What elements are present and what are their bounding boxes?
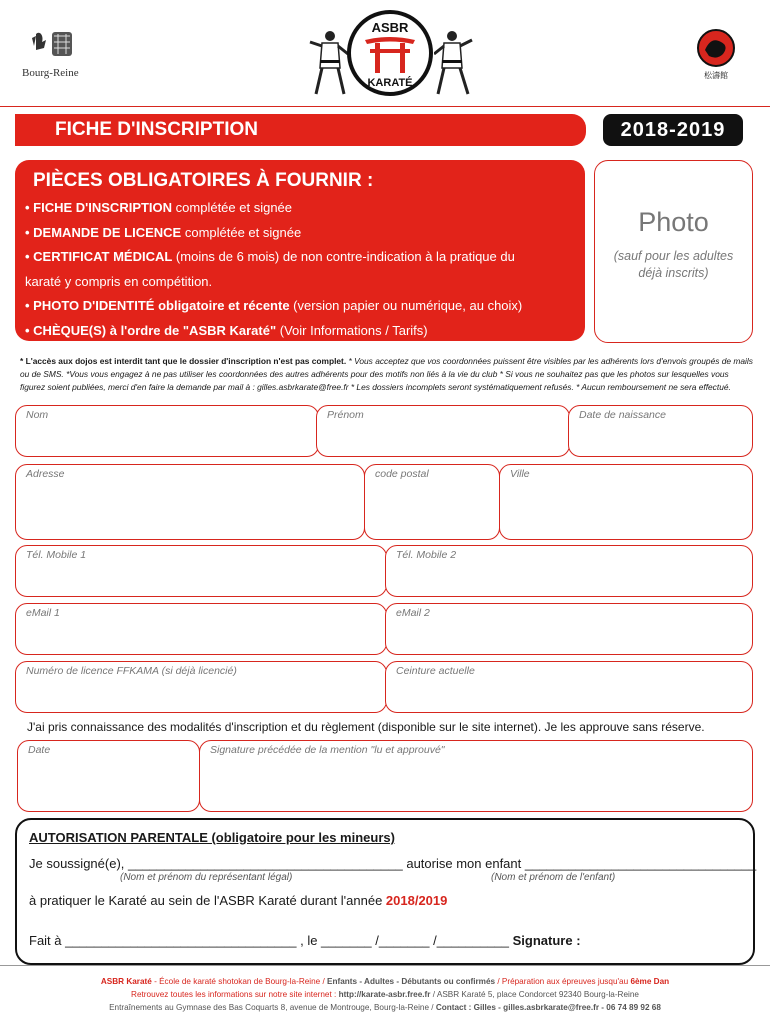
birthdate-field[interactable] [568,405,753,457]
approval-statement: J'ai pris connaissance des modalités d'inscription et du règlement (disponible sur le site internet). Je les approuve sans réserve. [27,720,705,734]
town-logo-icon [22,28,82,64]
dragon-seal [693,28,739,82]
phone-2-label: Tél. Mobile 2 [396,549,457,561]
parental-line-2: à pratiquer le Karaté au sein de l'ASBR Karaté durant l'année 2018/2019 [29,893,448,908]
ville-label: Ville [510,468,530,480]
legal-note: * L'accès aux dojos est interdit tant que le dossier d'inscription n'est pas complet. * Vous acceptez que vos coordonnées puissent être visibles par les adhérents lors d'envois groupés de mails ou de SMS. *Vous vous engagez à ne pas utiliser les coordonnées des autres adhérents pour des motifs non liés à la vie du club * Si vous ne souhaitez pas que les photos sur lesquelles vous figurez soient publiées, merci d'en faire la demande par mail à : gilles.asbrkarate@free.fr * Les dossiers incomplets seront systématiquement refusés. * Aucun remboursement ne sera effectué. [20,356,753,392]
postal-code-field[interactable] [364,464,500,540]
parental-line-1: Je soussigné(e), ______________________________________ autorise mon enfant ________________________________ [29,856,757,871]
date-label: Date [28,744,51,756]
list-item: karaté y compris en compétition. [25,273,213,289]
parental-title: AUTORISATION PARENTALE (obligatoire pour les mineurs) [29,830,395,845]
torii-gate-icon [345,10,435,96]
photo-hint: (sauf pour les adultes déjà inscrits) [613,249,734,280]
license-number-field[interactable] [15,661,387,713]
prenom-field[interactable] [316,405,570,457]
footer-line-3: Entraînements au Gymnase des Bas Coquarts 8, avenue de Montrouge, Bourg-la-Reine / Contact : Gilles - gilles.asbrkarate@free.fr - 06 74 89 92 68 [109,1003,661,1012]
club-logo-top-text: ASBR [371,20,409,35]
town-logo-text: Bourg-Reine [22,67,79,79]
email-1-label: eMail 1 [26,607,60,619]
club-logo-bottom-text: KARATÉ [367,77,413,89]
footer-divider [0,965,770,966]
club-logo [300,10,480,96]
parental-authorization-box [15,818,755,965]
season-year: 2018-2019 [603,114,743,146]
license-number-label: Numéro de licence FFKAMA (si déjà licencié) [26,665,237,677]
signature-field[interactable] [199,740,753,812]
email-1-field[interactable] [15,603,387,655]
list-item: • CERTIFICAT MÉDICAL (moins de 6 mois) de non contre-indication à la pratique du [25,249,515,264]
adresse-field[interactable] [15,464,365,540]
child-name-hint: (Nom et prénom de l'enfant) [491,872,616,883]
parental-signature-label: Signature : [512,933,581,948]
required-documents-box [15,160,585,341]
legal-rep-hint: (Nom et prénom du représentant légal) [120,872,293,883]
date-field[interactable] [17,740,200,812]
list-item: • FICHE D'INSCRIPTION complétée et signée [25,200,293,215]
list-item: • PHOTO D'IDENTITÉ obligatoire et récente (version papier ou numérique, au choix) [25,298,523,313]
photo-placeholder[interactable] [594,160,753,343]
list-item: • DEMANDE DE LICENCE complétée et signée [25,224,302,240]
dragon-seal-icon [693,28,739,82]
form-title: FICHE D'INSCRIPTION [55,119,258,140]
list-item: • CHÈQUE(S) à l'ordre de "ASBR Karaté" (Voir Informations / Tarifs) [25,322,428,338]
phone-1-field[interactable] [15,545,387,597]
nom-label: Nom [26,409,49,421]
photo-label: Photo [638,207,709,237]
form-title-bar [15,114,586,146]
signature-label: Signature précédée de la mention "lu et approuvé" [210,744,445,756]
birthdate-label: Date de naissance [579,409,666,421]
karateka-right-icon [434,28,474,98]
footer-line-2: Retrouvez toutes les informations sur notre site internet : http://karate-asbr.free.fr / ASBR Karaté 5, place Condorcet 92340 Bourg-la-Reine [131,990,639,999]
parental-year: 2018/2019 [385,893,448,908]
email-2-label: eMail 2 [396,607,430,619]
nom-field[interactable] [15,405,319,457]
belt-field[interactable] [385,661,753,713]
prenom-label: Prénom [327,409,364,421]
parental-line-3: Fait à ________________________________ , le _______ /_______ /__________ Signature : [29,933,581,948]
adresse-label: Adresse [26,468,65,480]
email-2-field[interactable] [385,603,753,655]
phone-1-label: Tél. Mobile 1 [26,549,87,561]
ville-field[interactable] [499,464,753,540]
phone-2-field[interactable] [385,545,753,597]
required-documents-list [25,196,585,343]
svg-text:松濤館: 松濤館 [704,71,728,80]
website-link[interactable]: http://karate-asbr.free.fr [338,990,431,999]
postal-code-label: code postal [375,468,429,480]
footer [0,975,770,1014]
footer-line-1: ASBR Karaté - École de karaté shotokan de Bourg-la-Reine / Enfants - Adultes - Débutants ou confirmés / Préparation aux épreuves jusqu'au 6ème Dan [100,977,670,986]
required-documents-title: PIÈCES OBLIGATOIRES À FOURNIR : [33,170,374,191]
belt-label: Ceinture actuelle [396,665,475,677]
karateka-left-icon [308,28,348,98]
town-logo [22,28,82,79]
header-divider [0,106,770,107]
